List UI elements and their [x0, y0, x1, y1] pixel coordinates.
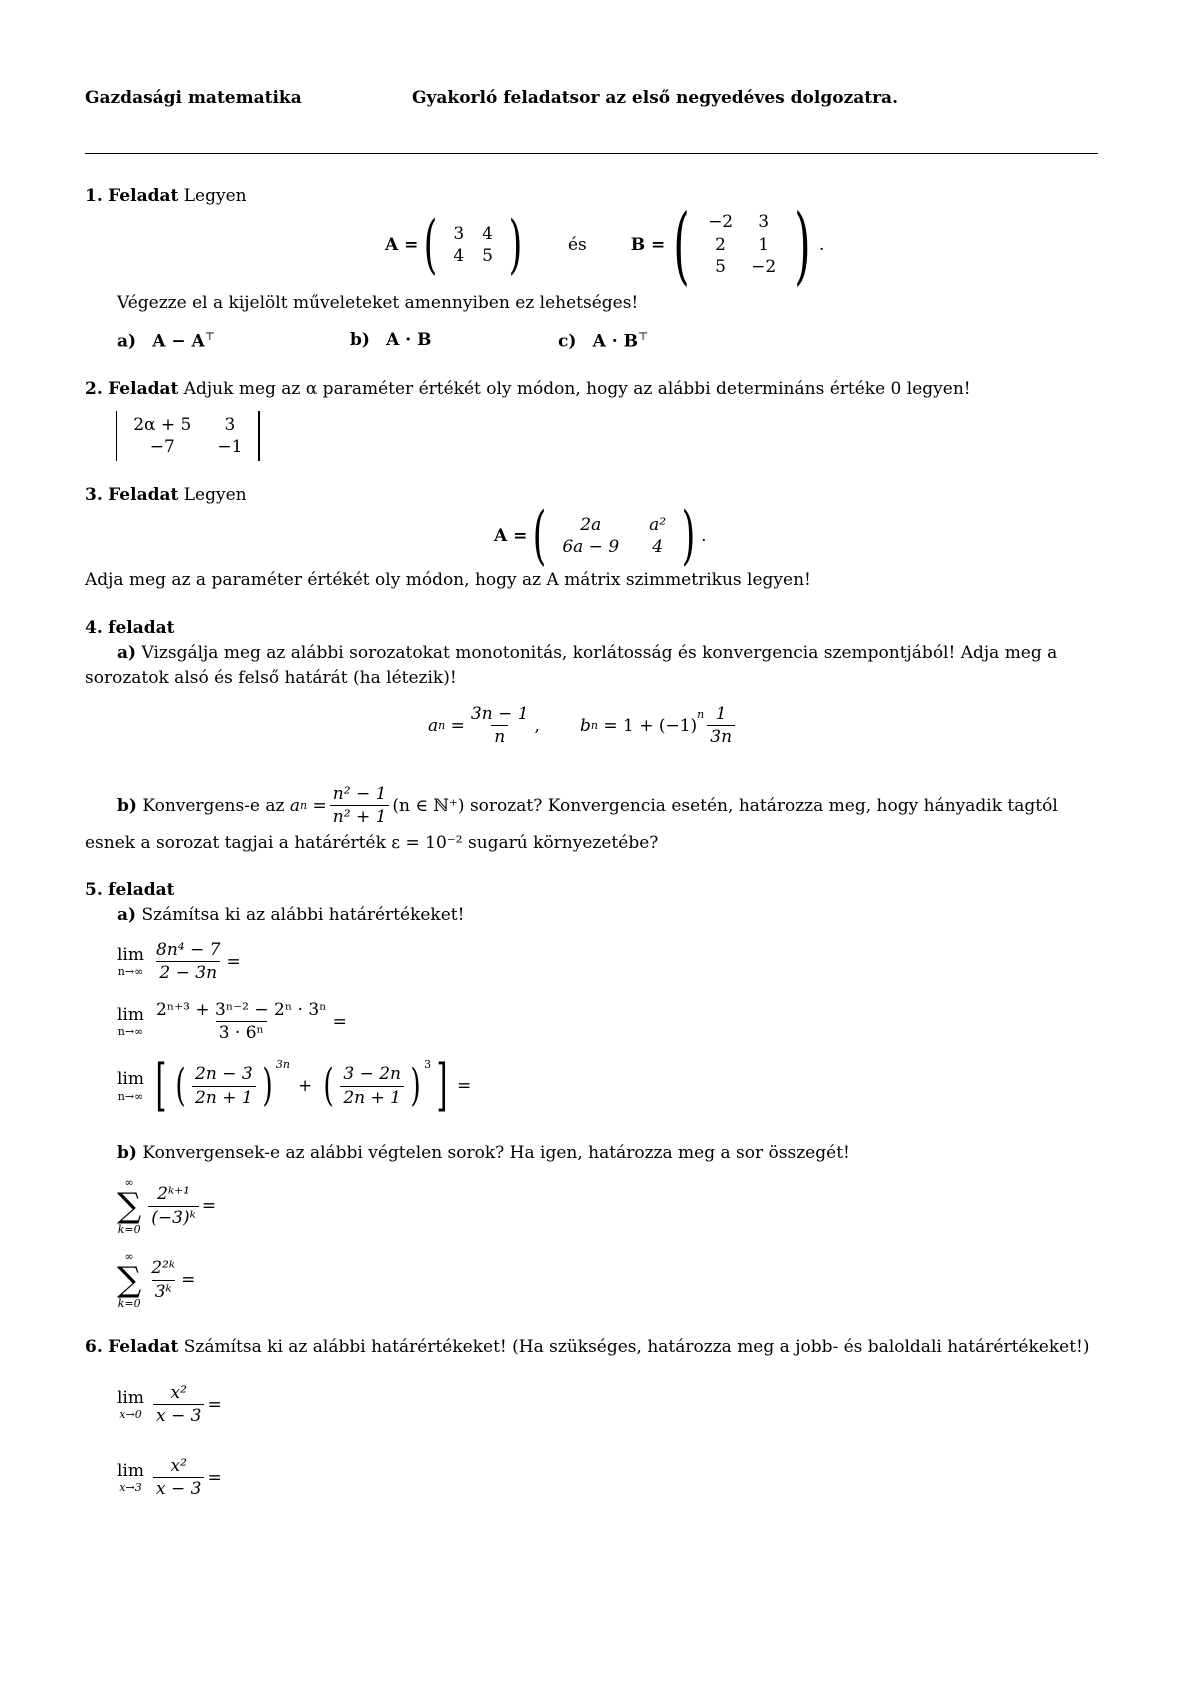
task5a-text: a) Számítsa ki az alábbi határértékeket!: [117, 905, 465, 925]
task4a-text2: sorozatok alsó és felső határát (ha létezik)!: [85, 668, 457, 688]
worksheet-title: Gyakorló feladatsor az első negyedéves dolgozatra.: [412, 88, 898, 108]
limit-3: lim n→∞ [ ( $\frac{2n - 3}{2n + 1}$ ) $^{3n}$ + ( $\frac{3 - 2n}{2n + 1}$ ) $^3$ ] =: [117, 1053, 472, 1118]
matrix-A-name: A =: [385, 234, 419, 255]
task5-heading: 5. feladat: [85, 880, 175, 900]
task3-matrix: A = ( 2a a² 6a − 9 4 ) .: [494, 499, 707, 573]
matrix-B: −2 3 2 1 5 −2: [708, 212, 777, 278]
task1-heading: 1. Feladat Legyen: [85, 186, 247, 206]
task4b-line2: esnek a sorozat tagjai a határérték ε = 10⁻² sugarú környezetébe?: [85, 833, 659, 853]
task6-limit-1: lim x→0 $\frac{\text{x²}}{x - 3}$ =: [117, 1383, 222, 1427]
matrix-A: 3 4 4 5: [453, 223, 493, 266]
task3-heading: 3. Feladat Legyen: [85, 485, 247, 505]
task3-question: Adja meg az a paraméter értékét oly módon, hogy az A mátrix szimmetrikus legyen!: [85, 570, 811, 590]
task2-determinant: 2α + 5 3 −7 −1: [110, 411, 266, 461]
task1-matrices: A = ( 3 4 4 5 ) és B = ( −2 3 2 1 5 −2 ) .: [385, 196, 825, 294]
task4-sequences: a n = $\frac{3n - 1}{n}$ , b n = 1 + (−1) $^n$ $\frac{1}{3n}$: [428, 704, 738, 748]
task6-limit-2: lim x→3 $\frac{\text{x²}}{x - 3}$ =: [117, 1456, 222, 1500]
course-title: Gazdasági matematika: [85, 88, 302, 108]
task1-instruction: Végezze el a kijelölt műveleteket amennyiben ez lehetséges!: [117, 293, 639, 313]
limit-1: lim n→∞ $\frac{\text{8n⁴ − 7}}{2 - 3n}$ =: [117, 940, 241, 984]
matrix-B-name: B =: [630, 234, 666, 255]
series-2: ∞ ∑ k=0 $\frac{\text{2²ᵏ}}{\text{3ᵏ}}$ =: [117, 1250, 196, 1311]
limit-2: lim n→∞ $\frac{\text{2ⁿ⁺³ + 3ⁿ⁻² − 2ⁿ · 3ⁿ}}{\text{3 · 6ⁿ}}$ =: [117, 1000, 347, 1044]
task4b-line1: b) Konvergens-e az a n = $\frac{\text{n² − 1}}{\text{n² + 1}}$ (n ∈ ℕ⁺) sorozat? Konvergencia esetén, határozza meg, hogy hányadik tagtól: [117, 784, 1058, 828]
series-1: ∞ ∑ k=0 $\frac{\text{2ᵏ⁺¹}}{\text{(−3)ᵏ}}$ =: [117, 1176, 217, 1237]
task4-heading: 4. feladat: [85, 618, 175, 638]
task1-part-c: c) A · B⊤: [558, 330, 649, 352]
task1-part-b: b) A · B: [350, 330, 432, 350]
task1-part-a: a) A − A⊤: [117, 330, 216, 352]
task6-heading: 6. Feladat Számítsa ki az alábbi határértékeket! (Ha szükséges, határozza meg a jobb- és baloldali határértékeket!): [85, 1337, 1090, 1357]
task2-heading: 2. Feladat Adjuk meg az α paraméter értékét oly módon, hogy az alábbi determináns értéke 0 legyen!: [85, 379, 971, 399]
task5b-text: b) Konvergensek-e az alábbi végtelen sorok? Ha igen, határozza meg a sor összegét!: [117, 1143, 850, 1163]
header-rule: [85, 153, 1098, 154]
task4a-text1: a) Vizsgálja meg az alábbi sorozatokat monotonitás, korlátosság és konvergencia szempontjából! Adja meg a: [117, 643, 1058, 663]
